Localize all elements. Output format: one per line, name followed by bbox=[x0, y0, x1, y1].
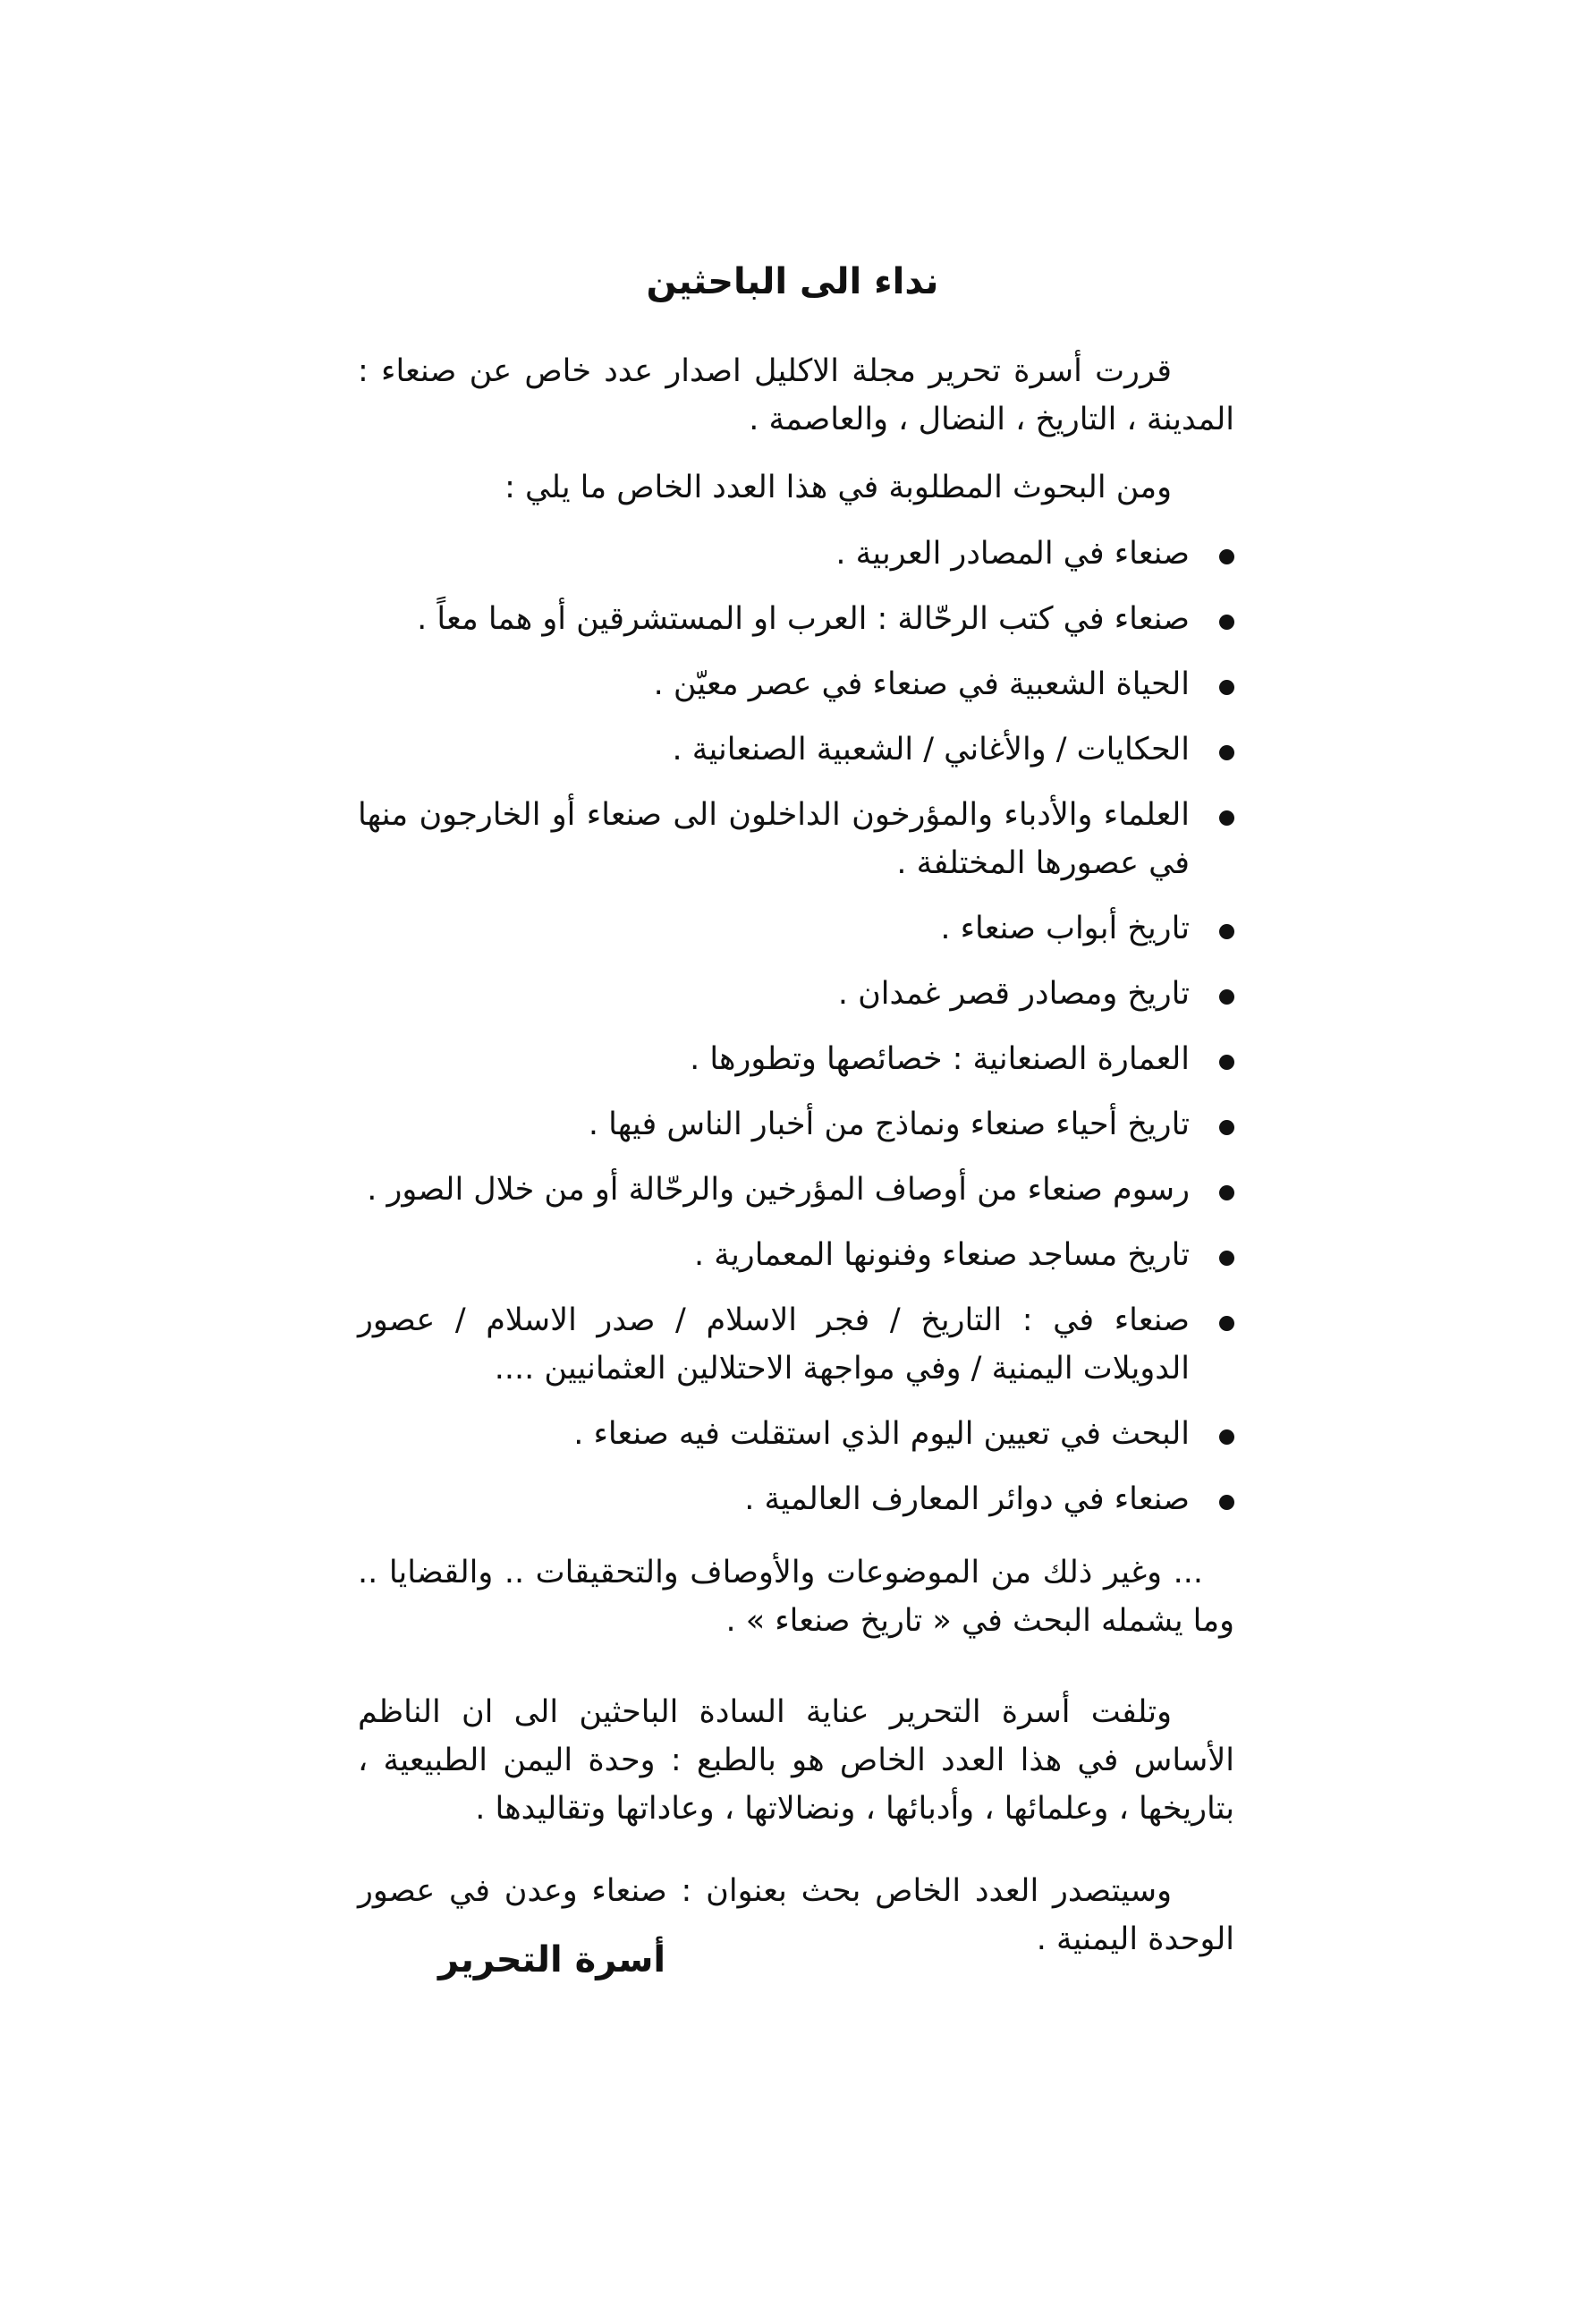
closing-paragraph: ... وغير ذلك من الموضوعات والأوصاف والتحقيقات .. والقضايا .. وما يشمله البحث في « تاريخ صنعاء » . bbox=[358, 1555, 1234, 1639]
list-item bbox=[358, 530, 1234, 578]
list-item bbox=[358, 904, 1234, 953]
topics-lead: ومن البحوث المطلوبة في هذا العدد الخاص ما يلي : bbox=[504, 470, 1172, 505]
list-item bbox=[358, 725, 1234, 774]
bullet-icon bbox=[1219, 1185, 1234, 1200]
bullet-icon bbox=[1219, 1495, 1234, 1510]
list-item bbox=[358, 1100, 1234, 1149]
bullet-icon bbox=[1219, 924, 1234, 939]
list-item bbox=[358, 1296, 1234, 1393]
bullet-icon bbox=[1219, 1429, 1234, 1445]
topic-text: تاريخ أبواب صنعاء . bbox=[940, 911, 1190, 946]
list-item bbox=[358, 1035, 1234, 1083]
article-body bbox=[358, 347, 1234, 1964]
list-item bbox=[358, 660, 1234, 708]
announcement-paragraph: وسيتصدر العدد الخاص بحث بعنوان : صنعاء وعدن في عصور الوحدة اليمنية . bbox=[358, 1873, 1234, 1957]
topic-text: تاريخ ومصادر قصر غمدان . bbox=[837, 976, 1190, 1012]
topic-text: الحكايات / والأغاني / الشعبية الصنعانية . bbox=[672, 732, 1190, 768]
topic-text: العلماء والأدباء والمؤرخون الداخلون الى صنعاء أو الخارجون منها في عصورها المختلفة . bbox=[358, 797, 1190, 881]
bullet-icon bbox=[1219, 989, 1234, 1005]
bullet-icon bbox=[1219, 615, 1234, 630]
topic-text: صنعاء في : التاريخ / فجر الاسلام / صدر الاسلام / عصور الدويلات اليمنية / وفي مواجهة الاحتلالين العثمانيين .... bbox=[358, 1302, 1190, 1387]
bullet-icon bbox=[1219, 1120, 1234, 1135]
topic-text: صنعاء في كتب الرحّالة : العرب او المستشرقين أو هما معاً . bbox=[417, 601, 1190, 637]
topics-list bbox=[358, 530, 1234, 1523]
bullet-icon bbox=[1219, 810, 1234, 826]
bullet-icon bbox=[1219, 680, 1234, 695]
bullet-icon bbox=[1219, 1055, 1234, 1070]
intro-paragraph: قررت أسرة تحرير مجلة الاكليل اصدار عدد خاص عن صنعاء : المدينة ، التاريخ ، النضال ، والعاصمة . bbox=[358, 353, 1234, 437]
bullet-icon bbox=[1219, 549, 1234, 564]
topic-text: تاريخ أحياء صنعاء ونماذج من أخبار الناس فيها . bbox=[588, 1107, 1190, 1142]
topic-text: الحياة الشعبية في صنعاء في عصر معيّن . bbox=[653, 666, 1190, 702]
list-item bbox=[358, 595, 1234, 643]
topic-text: صنعاء في دوائر المعارف العالمية . bbox=[744, 1481, 1190, 1517]
page-title: نداء الى الباحثين bbox=[646, 261, 939, 302]
note-paragraph: وتلفت أسرة التحرير عناية السادة الباحثين الى ان الناظم الأساس في هذا العدد الخاص هو بالطبع : وحدة اليمن الطبيعية ، بتاريخها ، وعلمائها ، وأدبائها ، ونضالاتها ، وعاداتها وتقاليدها . bbox=[358, 1694, 1234, 1827]
list-item bbox=[358, 1231, 1234, 1279]
bullet-icon bbox=[1219, 1316, 1234, 1331]
topic-text: تاريخ مساجد صنعاء وفنونها المعمارية . bbox=[694, 1237, 1190, 1273]
list-item bbox=[358, 1475, 1234, 1523]
list-item bbox=[358, 791, 1234, 887]
bullet-icon bbox=[1219, 1251, 1234, 1266]
topic-text: صنعاء في المصادر العربية . bbox=[835, 536, 1190, 572]
list-item bbox=[358, 1410, 1234, 1458]
topic-text: البحث في تعيين اليوم الذي استقلت فيه صنعاء . bbox=[573, 1416, 1190, 1452]
topic-text: العمارة الصنعانية : خصائصها وتطورها . bbox=[690, 1041, 1190, 1077]
topic-text: رسوم صنعاء من أوصاف المؤرخين والرحّالة أو من خلال الصور . bbox=[367, 1172, 1190, 1208]
bullet-icon bbox=[1219, 745, 1234, 760]
signature: أسرة التحرير bbox=[438, 1939, 666, 1980]
list-item bbox=[358, 1166, 1234, 1214]
list-item bbox=[358, 970, 1234, 1018]
